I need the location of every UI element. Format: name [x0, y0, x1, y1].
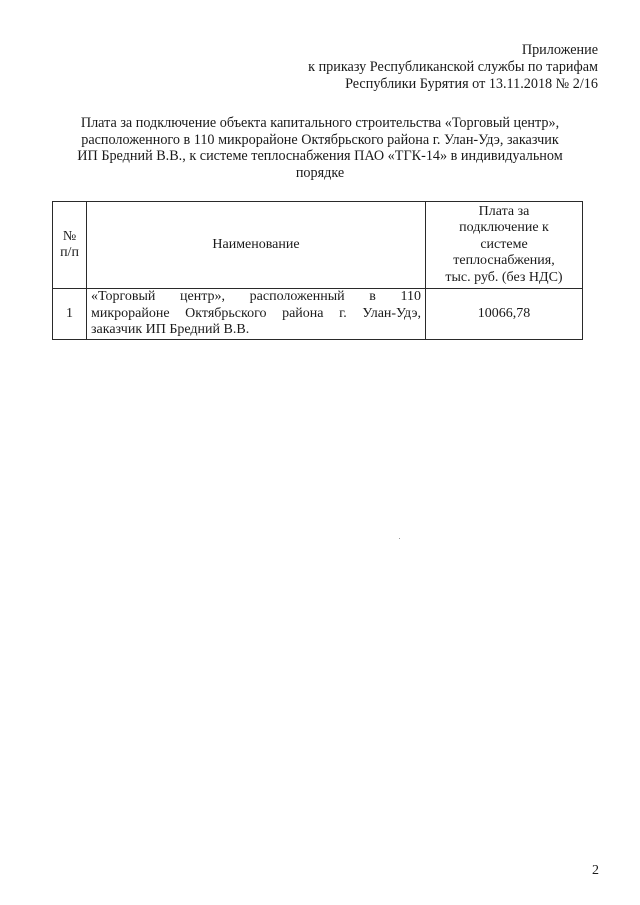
row-name-line: микрорайоне Октябрьского района г. Улан-Удэ,	[91, 305, 421, 321]
header-fee-line: теплоснабжения,	[453, 253, 555, 269]
header-fee-line: Плата за	[478, 203, 530, 219]
title-line: ИП Бредний В.В., к системе теплоснабжения ПАО «ТГК-14» в индивидуальном	[77, 148, 563, 164]
header-num-abbr: п/п	[60, 245, 79, 260]
appendix-order-ref: к приказу Республиканской службы по тарифам	[308, 59, 598, 75]
appendix-title: Приложение	[521, 42, 598, 58]
title-line: расположенного в 110 микрорайоне Октябрьского района г. Улан-Удэ, заказчик	[81, 131, 559, 148]
row-name	[87, 289, 426, 340]
row-fee: 10066,78	[426, 289, 583, 340]
row-num: 1	[53, 289, 87, 340]
header-fee	[426, 202, 583, 289]
page-number: 2	[592, 863, 599, 878]
appendix-block	[308, 42, 598, 93]
header-num-symbol: №	[62, 228, 77, 244]
header-fee-line: системе	[480, 236, 528, 252]
appendix-order-date: Республики Бурятия от 13.11.2018 № 2/16	[345, 76, 598, 92]
header-num	[53, 202, 87, 289]
header-fee-line: подключение к	[459, 220, 549, 236]
header-fee-line: тыс. руб. (без НДС)	[445, 269, 563, 285]
row-name-line: заказчик ИП Бредний В.В.	[91, 322, 250, 338]
document-title	[52, 115, 588, 181]
tariff-table	[52, 201, 583, 340]
title-line: Плата за подключение объекта капитального строительства «Торговый центр»,	[80, 115, 560, 131]
scan-speck	[399, 538, 400, 539]
title-line: порядке	[295, 164, 345, 181]
row-name-line: «Торговый центр», расположенный в 110	[91, 289, 421, 305]
table-header-row	[53, 202, 583, 289]
header-name: Наименование	[87, 202, 426, 289]
table-row	[53, 289, 583, 340]
